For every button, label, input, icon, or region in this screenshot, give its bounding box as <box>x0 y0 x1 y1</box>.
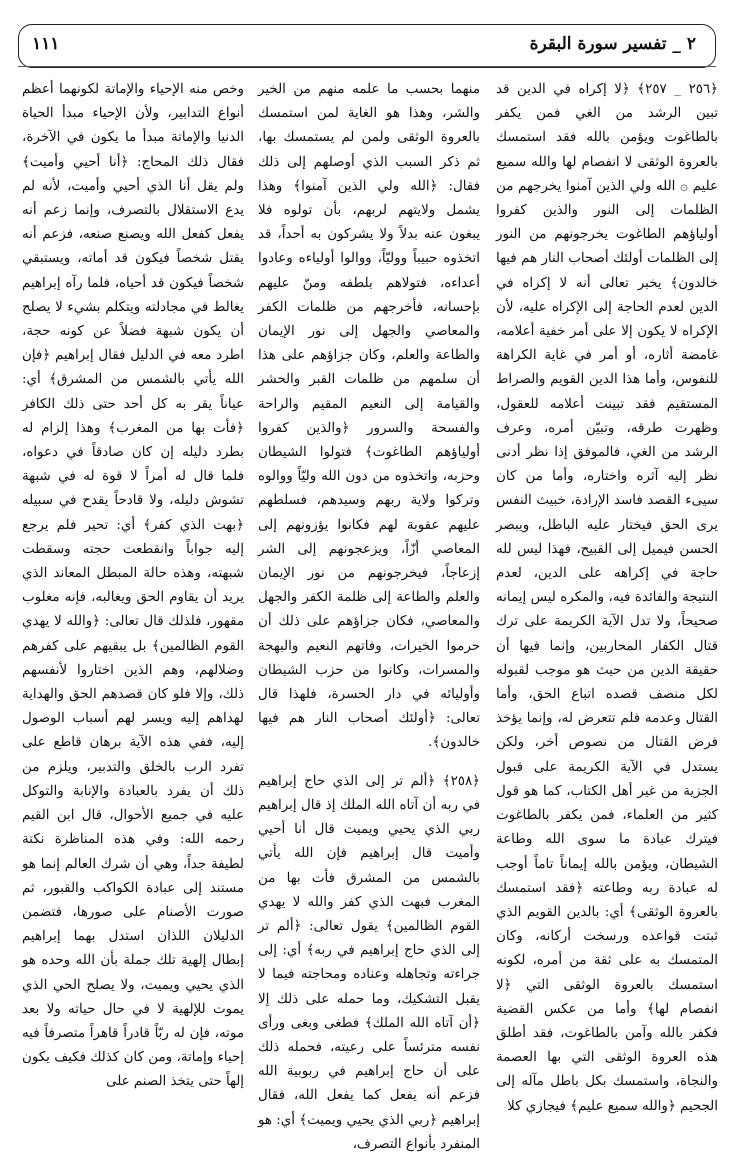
column-left <box>22 78 244 1098</box>
column-right <box>496 78 718 1114</box>
running-header-title: ٢ _ تفسير سورة البقرة <box>529 34 696 54</box>
paragraph-continuation: منهما بحسب ما علمه منهم من الخير والشر، وهذا هو الغاية لمن استمسك بالعروة الوثقى ولمن لم يستمسك بها، ثم ذكر السبب الذي أوصلهم إلى ذلك فقال: ﴿الله ولي الذين آمنوا﴾ وهذا يشمل ولايتهم لربهم، بأن تولوه فلا يبغون عنه بدلاً ولا يشركون به أحداً، قد اتخذوه حبيباً ووليّاً، ووالوا أولياءه وعادوا أعداءه، فتولاهم بلطفه ومنّ عليهم بإحسانه، فأخرجهم من ظلمات الكفر والمعاصي والجهل إلى نور الإيمان والطاعة والعلم، وكان جزاؤهم على هذا أن سلمهم من ظلمات القبر والحشر والقيامة إلى النعيم المقيم والراحة والفسحة والسرور ﴿والذين كفروا أولياؤهم الطاغوت﴾ فتولوا الشيطان وحزبه، واتخذوه من دون الله وليّاً ووالوه وتركوا ولاية ربهم وسيدهم، فسلطهم عليهم عقوبة لهم فكانوا يؤزونهم إلى المعاصي أزّاً، ويزعجونهم إلى الشر إزعاجاً، فيخرجونهم من نور الإيمان والعلم والطاعة إلى ظلمة الكفر والجهل والمعاصي، فكان جزاؤهم على ذلك أن حرموا الخيرات، وفاتهم النعيم والبهجة والمسرات، وكانوا من حزب الشيطان وأوليائه في دار الحسرة، فلهذا قال تعالى: ﴿أولئك أصحاب النار هم فيها خالدون﴾. <box>258 82 480 751</box>
header-rule <box>18 66 716 67</box>
paragraph-verse-258: ﴿٢٥٨﴾ ﴿ألم تر إلى الذي حاج إبراهيم في ربه أن آتاه الله الملك إذ قال إبراهيم ربي الذي يحيي ويميت قال أنا أحيي وأميت قال إبراهيم فإن الله يأتي بالشمس من المشرق فأت بها من المغرب فبهت الذي كفر والله لا يهدي القوم الظالمين﴾ يقول تعالى: ﴿ألم تر إلى الذي حاج إبراهيم في ربه﴾ أي: إلى جراءته وتجاهله وعناده ومحاجته فيما لا يقبل التشكيك، وما حمله على ذلك إلا ﴿أن آتاه الله الملك﴾ فطغى وبغى ورأى نفسه مترئساً على رعيته، فحمله ذلك على أن حاج إبراهيم في ربوبية الله فزعم أنه يفعل كما يفعل الله، فقال إبراهيم ﴿ربي الذي يحيي ويميت﴾ أي: هو المنفرد بأنواع التصرف، <box>258 773 480 1152</box>
column-middle <box>258 78 480 1152</box>
page-number: ١١١ <box>32 34 60 54</box>
paragraph-verses-256-257: ﴿٢٥٦ _ ٢٥٧﴾ ﴿لا إكراه في الدين قد تبين الرشد من الغي فمن يكفر بالطاغوت ويؤمن بالله فقد استمسك بالعروة الوثقى لا انفصام لها والله سميع عليم ۞ الله ولي الذين آمنوا يخرجهم من الظلمات إلى النور والذين كفروا أولياؤهم الطاغوت يخرجونهم من النور إلى الظلمات أولئك أصحاب النار هم فيها خالدون﴾ يخبر تعالى أنه لا إكراه في الدين لعدم الحاجة إلى الإكراه عليه، لأن الإكراه لا يكون إلا على أمر خفية أعلامه، غامضة أثاره، أو أمر في غاية الكراهة للنفوس، وأما هذا الدين القويم والصراط المستقيم فقد تبينت أعلامه للعقول، وظهرت طرقه، وتبيّن أمره، وعرف الرشد من الغي، فالموفق إذا نظر أدنى نظر إليه آثره واختاره، وأما من كان سيىء القصد فاسد الإرادة، خبيث النفس يرى الحق فيختار عليه الباطل، ويبصر الحسن فيميل إلى القبيح، فهذا ليس لله حاجة في إكراهه على الدين، لعدم النتيجة والفائدة فيه، والمكره ليس إيمانه صحيحاً، ولا تدل الآية الكريمة على ترك قتال الكفار المحاربين، وإنما فيها أن حقيقة الدين من حيث هو موجب لقبوله لكل منصف قصده اتباع الحق، وأما القتال وعدمه فلم تتعرض له، وإنما يؤخذ فرض القتال من نصوص أخر، ولكن يستدل في الآية الكريمة على قبول الجزية من غير أهل الكتاب، كما هو قول كثير من العلماء، فمن يكفر بالطاغوت فيترك عبادة ما سوى الله وطاعة الشيطان، ويؤمن بالله إيماناً تاماً أوجب له عبادة ربه وطاعته ﴿فقد استمسك بالعروة الوثقى﴾ أي: بالدين القويم الذي ثبتت قواعده ورسخت أركانه، وكان المتمسك به على ثقة من أمره، لكونه استمسك بالعروة الوثقى التي ﴿لا انفصام لها﴾ وأما من عكس القضية فكفر بالله وآمن بالطاغوت، فقد أطلق هذه العروة الوثقى التي بها العصمة والنجاة، واستمسك بكل باطل مآله إلى الجحيم ﴿والله سميع عليم﴾ فيجازي كلا <box>496 82 718 1114</box>
paragraph-commentary: وخص منه الإحياء والإماتة لكونهما أعظم أنواع التدابير، ولأن الإحياء مبدأ الحياة الدنيا والإماتة مبدأ ما يكون في الآخرة، فقال ذلك المحاج: ﴿أنا أحيي وأميت﴾ ولم يقل أنا الذي أحيي وأميت، لأنه لم يدع الاستقلال بالتصرف، وإنما زعم أنه يفعل كفعل الله ويصنع صنعه، فزعم أنه يقتل شخصاً فيكون قد أماته، ويستبقي شخصاً فيكون قد أحياه، فلما رآه إبراهيم يغالط في مجادلته ويتكلم بشيء لا يصلح أن يكون شبهة فضلاً عن كونه حجة، اطرد معه في الدليل فقال إبراهيم ﴿فإن الله يأتي بالشمس من المشرق﴾ أي: عياناً يقر به كل أحد حتى ذلك الكافر ﴿فأت بها من المغرب﴾ وهذا إلزام له بطرد دليله إن كان صادقاً في دعواه، فلما قال له أمراً لا قوة له في شبهة تشوش دليله، ولا قادحاً يقدح في سبيله ﴿بهت الذي كفر﴾ أي: تحير فلم يرجع إليه جواباً وانقطعت حجته وسقطت شبهته، وهذه حالة المبطل المعاند الذي يريد أن يقاوم الحق ويغالبه، فإنه مغلوب مقهور، فلذلك قال تعالى: ﴿والله لا يهدي القوم الظالمين﴾ بل يبقيهم على كفرهم وضلالهم، وهم الذين اختاروا لأنفسهم ذلك، وإلا فلو كان قصدهم الحق والهداية لهداهم إليه ويسر لهم أسباب الوصول إليه، ففي هذه الآية برهان قاطع على تفرد الرب بالخلق والتدبير، ويلزم من ذلك أن يفرد بالعبادة والإنابة والتوكل عليه في جميع الأحوال، قال ابن القيم رحمه الله: وفي هذه المناظرة نكتة لطيفة جداً، وهي أن شرك العالم إنما هو مستند إلى عبادة الكواكب والقبور، ثم صورت الأصنام على صورها، فتضمن الدليلان اللذان استدل بهما إبراهيم إبطال إلهية تلك جملة بأن الله وحده هو الذي يحيي ويميت، ولا يصلح الحي الذي يموت للإلهية لا في حال حياته ولا بعد موته، فإن له ربّاً قادراً قاهراً متصرفاً فيه إحياء وإماتة، ومن كان كذلك فكيف يكون إلهاً حتى يتخذ الصنم على <box>22 82 244 1090</box>
